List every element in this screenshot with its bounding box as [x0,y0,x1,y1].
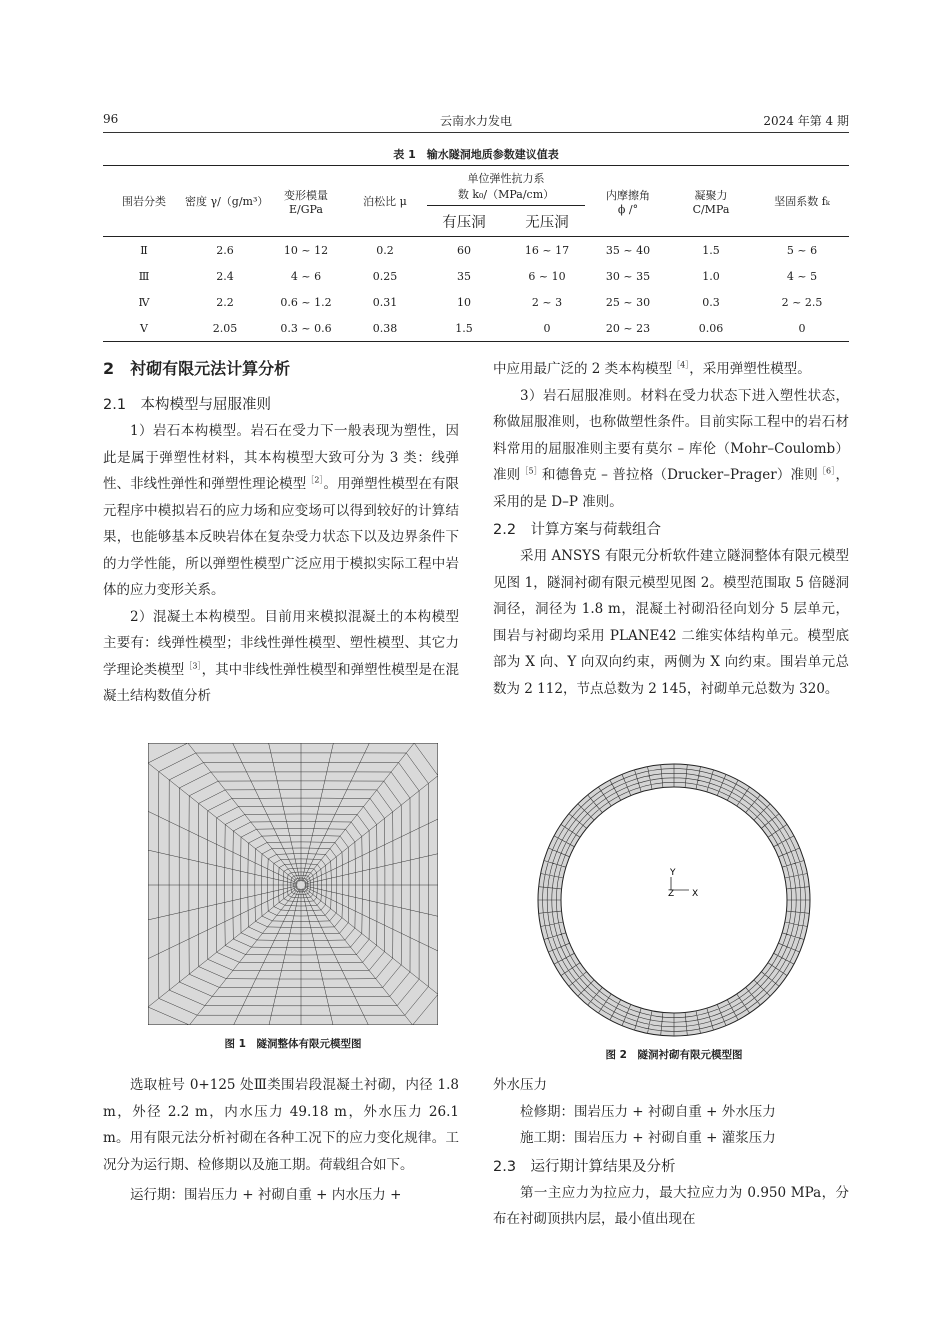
table-cell: Ⅴ [103,315,185,342]
paragraph-rock-model [103,418,459,604]
citation: ［5］ [520,466,542,476]
table-cell: 0.25 [372,269,398,283]
text: ，采用弹塑性模型。 [689,361,811,377]
figure-2-caption: 图 2 隧洞衬砌有限元模型图 [605,1049,743,1061]
table-cell: 1.0 [702,269,720,283]
section-2-heading: 2 衬砌有限元法计算分析 [103,359,291,378]
paragraph-construction-load: 施工期：围岩压力 + 衬砌自重 + 灌浆压力 [520,1130,776,1146]
table-cell: 10 [457,295,471,309]
mesh-background [148,743,438,1025]
table-cell: 0.31 [372,295,398,309]
text: 1）岩石本构模型。岩石在受力下一般表现为塑性，因此是属于弹塑性材料，其本构模型大致可分为 3 类：线弹性、非线性弹性和弹塑性理论模型 [103,423,459,492]
text: ，其中非线性弹性模型和弹塑性模型是在混凝土结构数值分析 [103,661,459,704]
geology-parameter-table [103,165,849,342]
table-cell: 2.6 [216,243,234,257]
table-cell: 0.6 ~ 1.2 [280,295,332,309]
text: 。用弹塑性模型在有限元程序中模拟岩石的应力场和应变场可以得到较好的计算结果，也能够基本反映岩体在复杂受力状态下以及边界条件下的力学性能，所以弹塑性模型广泛应用于模拟实际工程中岩体的应力变形关系。 [103,476,459,598]
header-poisson: 泊松比 μ [347,166,423,237]
table-cell: 2.4 [216,269,234,283]
ring-mesh-lines [538,764,810,1036]
paragraph-operation-load: 运行期：围岩压力 + 衬砌自重 + 内水压力 + [130,1187,402,1203]
figure-1-caption: 图 1 隧洞整体有限元模型图 [224,1038,362,1050]
page-number: 96 [103,112,119,126]
table-row [103,289,849,315]
axis-z-label: Z [668,889,675,899]
header-resistance-line1: 单位弹性抗力系 [467,172,545,185]
table-cell: 0.3 [702,295,720,309]
header-cohesion-line2: C/MPa [692,202,730,216]
table-cell: 4 ~ 6 [290,269,322,283]
paragraph-yield-criterion [493,383,849,516]
table-cell: 20 ~ 23 [589,315,667,342]
journal-name: 云南水力发电 [439,114,512,128]
paragraph-concrete-model [103,604,459,710]
table-cell: 0 [755,315,849,342]
table-cell: 25 ~ 30 [605,295,651,309]
table-cell: 2 ~ 2.5 [781,295,823,309]
citation: ［3］ [184,661,202,670]
table-cell: 60 [457,243,471,257]
table-cell: 16 ~ 17 [524,243,570,257]
table-cell: 35 [457,269,471,283]
header-friction-line2: ϕ /° [617,202,639,216]
header-resistance [423,166,589,211]
axis-x-label: X [692,889,699,899]
paragraph-principal-stress: 第一主应力为拉应力，最大拉应力为 0.950 MPa，分布在衬砌顶拱内层，最小值出现在 [493,1184,849,1227]
figure-2-ring [537,763,811,1041]
header-modulus [265,166,347,237]
table-cell: 0.3 ~ 0.6 [265,315,347,342]
header-class: 围岩分类 [103,166,185,237]
table-cell: 2.2 [216,295,234,309]
section-2-3-heading: 2.3 运行期计算结果及分析 [493,1158,676,1175]
paragraph-external-water: 外水压力 [493,1077,547,1093]
text: 和德鲁克 – 普拉格（Drucker–Prager）准则 [541,467,818,483]
table-cell: 30 ~ 35 [605,269,651,283]
right-column-top [493,356,849,702]
table-cell: 1.5 [423,315,505,342]
section-2-1-heading: 2.1 本构模型与屈服准则 [103,397,272,413]
table-cell: Ⅳ [138,295,150,309]
table-cell: 0.06 [667,315,755,342]
table-cell: Ⅱ [140,243,148,257]
header-cohesion-line1: 凝聚力 [694,188,728,202]
right-column-bottom [493,1072,849,1233]
left-column-bottom [103,1072,459,1209]
section-2-2-heading: 2.2 计算方案与荷载组合 [493,522,662,538]
table-cell: 1.5 [702,243,720,257]
header-modulus-line1: 变形模量 [284,188,328,202]
text: 3）岩石屈服准则。材料在受力状态下进入塑性状态，称做屈服准则，也称做塑性条件。目前实际工程中的岩石材料常用的屈服准则主要有莫尔 – 库伦（Mohr–Coulomb）准则 [493,387,849,483]
header-cohesion [667,166,755,237]
table-cell: 10 ~ 12 [283,243,329,257]
header-friction-line1: 内摩擦角 [606,188,650,202]
header-density: 密度 γ/（g/m³） [185,166,265,237]
table-caption: 表 1 输水隧洞地质参数建议值表 [393,148,559,161]
table-row [103,263,849,289]
table-cell: 0.38 [347,315,423,342]
lining-ring-mesh [537,763,811,1037]
running-header [103,110,849,133]
left-column-top [103,356,459,710]
table-cell: 35 ~ 40 [605,243,651,257]
table-cell: Ⅲ [138,269,150,283]
table-cell: 5 ~ 6 [786,243,818,257]
header-friction [589,166,667,237]
citation: ［2］ [306,475,324,485]
paragraph-case-selection: 选取桩号 0+125 处Ⅲ类围岩段混凝土衬砌，内径 1.8 m，外径 2.2 m，内水压力 49.18 m，外水压力 26.1 m。用有限元法分析衬砌在各种工况下的应力变化规律。工况分为运行期、检修期以及施工期。荷载组合如下。 [103,1077,459,1173]
header-resistance-line2: 数 k₀/（MPa/cm） [457,188,555,201]
paragraph-ansys-model: 采用 ANSYS 有限元分析软件建立隧洞整体有限元模型见图 1，隧洞衬砌有限元模型见图 2。模型范围取 5 倍隧洞洞径，洞径为 1.8 m，混凝土衬砌沿径向划分 5 层单元，围岩与衬砌均采用 PLANE42 二维实体结构单元。模型底部为 X 向、Y 向双向约束，两侧为 X 向约束。围岩单元总数为 2 112，节点总数为 2 145，衬砌单元总数为 320。 [493,548,849,697]
table-cell: 2 ~ 3 [531,295,563,309]
tunnel-overall-mesh [148,743,438,1025]
table-row [103,237,849,264]
table-cell: 2.05 [185,315,265,342]
paragraph-continuation [493,356,849,383]
figure-1-mesh [148,743,438,1029]
text: ，采用的是 D–P 准则。 [493,467,849,510]
paragraph-maintenance-load: 检修期：围岩压力 + 衬砌自重 + 外水压力 [520,1103,776,1120]
table-cell: 6 ~ 10 [528,269,566,283]
table-cell: 0 [505,315,589,342]
table-cell: 4 ~ 5 [786,269,818,283]
issue-label: 2024 年第 4 期 [763,114,849,128]
axis-y-label: Y [670,868,676,878]
header-pressure-tunnel: 有压洞 [423,210,505,237]
table-row [103,315,849,342]
table-cell: 0.2 [376,243,394,257]
citation: ［6］ [817,466,836,476]
citation: ［4］ [672,360,690,370]
header-free-tunnel: 无压洞 [505,210,589,237]
text: 中应用最广泛的 2 类本构模型 [493,361,673,377]
header-firmness: 坚固系数 fₖ [755,166,849,237]
text: 2）混凝土本构模型。目前用来模拟混凝土的本构模型主要有：线弹性模型；非线性弹性模型、塑性模型、其它力学理论类模型 [103,608,459,678]
header-modulus-line2: E/GPa [289,202,323,216]
